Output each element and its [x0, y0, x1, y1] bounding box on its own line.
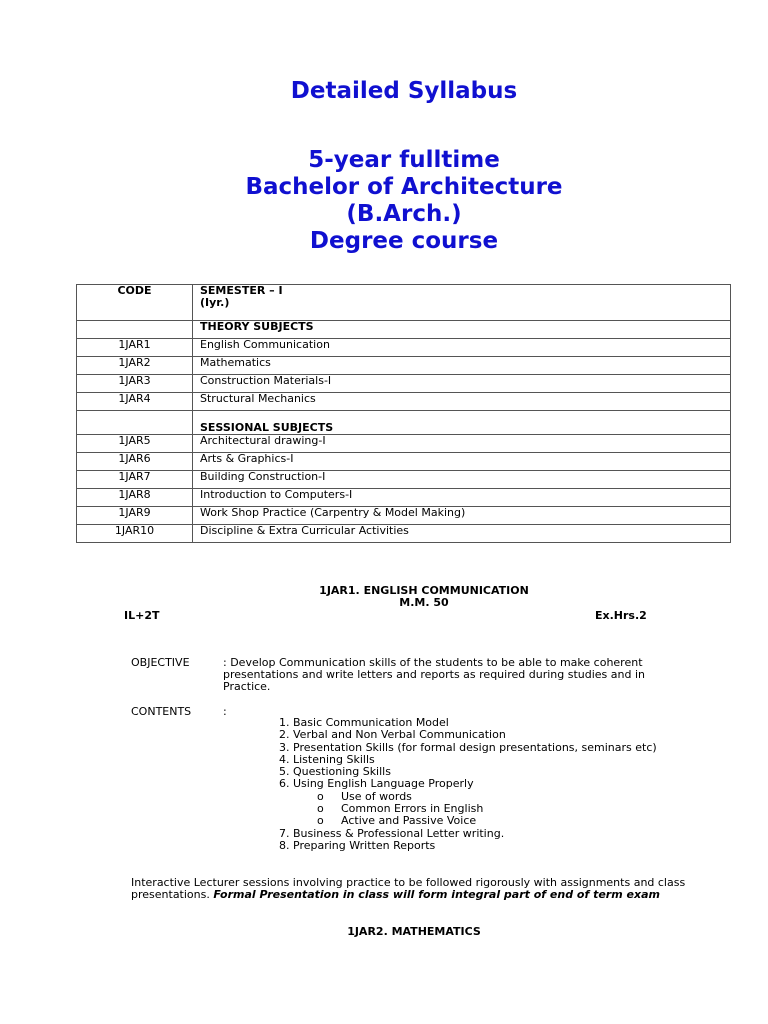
- contents-list: [273, 717, 657, 852]
- table-row: [77, 525, 731, 543]
- syllabus-table: [76, 284, 731, 543]
- lecture-load: IL+2T: [124, 609, 160, 622]
- list-item: 5. Questioning Skills: [293, 766, 657, 778]
- sessional-heading-row: [77, 411, 731, 435]
- list-item: [293, 778, 657, 827]
- contents-label: CONTENTS: [131, 705, 192, 718]
- sub-list: [293, 791, 657, 828]
- list-item: 1. Basic Communication Model: [293, 717, 657, 729]
- course-heading-2: 1JAR2. MATHEMATICS: [347, 925, 481, 938]
- subject-code: 1JAR9: [77, 507, 193, 525]
- subject-code: 1JAR1: [77, 339, 193, 357]
- table-row: [77, 393, 731, 411]
- list-item: 8. Preparing Written Reports: [293, 840, 657, 852]
- table-row: [77, 453, 731, 471]
- table-row: [77, 339, 731, 357]
- table-row: [77, 375, 731, 393]
- subject-name: Arts & Graphics-I: [193, 453, 731, 471]
- semester-header: [193, 285, 731, 321]
- table-row: [77, 357, 731, 375]
- list-item: 4. Listening Skills: [293, 754, 657, 766]
- code-header: CODE: [77, 285, 193, 321]
- subject-code: 1JAR8: [77, 489, 193, 507]
- max-marks: M.M. 50: [399, 596, 449, 609]
- subject-name: Introduction to Computers-I: [193, 489, 731, 507]
- objective-text: : Develop Communication skills of the students to be able to make coherent presentations and write letters and reports as required during studies and in Practice.: [223, 656, 645, 693]
- document-title: Detailed Syllabus: [290, 78, 518, 104]
- sessional-heading: SESSIONAL SUBJECTS: [193, 411, 731, 435]
- objective-label: OBJECTIVE: [131, 656, 190, 669]
- theory-heading-row: [77, 321, 731, 339]
- table-row: [77, 435, 731, 453]
- list-item: 2. Verbal and Non Verbal Communication: [293, 729, 657, 741]
- table-row: [77, 507, 731, 525]
- subtitle-line-1: 5-year fulltime: [308, 147, 500, 173]
- table-row: [77, 471, 731, 489]
- subject-code: 1JAR10: [77, 525, 193, 543]
- sub-list-item: o Active and Passive Voice: [317, 815, 657, 827]
- list-item-text: Using English Language Properly: [293, 777, 474, 791]
- exam-hours: Ex.Hrs.2: [595, 609, 647, 622]
- subject-name: Architectural drawing-I: [193, 435, 731, 453]
- subtitle-line-2: Bachelor of Architecture: [245, 174, 563, 200]
- subject-name: Structural Mechanics: [193, 393, 731, 411]
- teaching-note: [131, 877, 701, 901]
- theory-heading: THEORY SUBJECTS: [193, 321, 731, 339]
- table-header-row: [77, 285, 731, 321]
- subject-name: Mathematics: [193, 357, 731, 375]
- teaching-note-emphasis: Formal Presentation in class will form integral part of end of term exam: [213, 888, 660, 901]
- teaching-note-text: Interactive Lecturer sessions involving practice to be followed rigorously with assignments and class presentations.: [131, 876, 686, 901]
- subject-name: Construction Materials-I: [193, 375, 731, 393]
- semester-label: SEMESTER – I: [200, 284, 283, 297]
- subtitle-line-3: (B.Arch.): [346, 201, 462, 227]
- subject-code: 1JAR4: [77, 393, 193, 411]
- list-item: 3. Presentation Skills (for formal design presentations, seminars etc): [293, 742, 657, 754]
- subject-code: 1JAR3: [77, 375, 193, 393]
- subject-code: 1JAR5: [77, 435, 193, 453]
- list-item: 7. Business & Professional Letter writing.: [293, 828, 657, 840]
- empty-cell: [77, 411, 193, 435]
- subject-name: Discipline & Extra Curricular Activities: [193, 525, 731, 543]
- subject-name: Building Construction-I: [193, 471, 731, 489]
- table-row: [77, 489, 731, 507]
- subject-name: Work Shop Practice (Carpentry & Model Making): [193, 507, 731, 525]
- course-heading: 1JAR1. ENGLISH COMMUNICATION: [319, 584, 529, 597]
- subject-code: 1JAR2: [77, 357, 193, 375]
- sub-list-item: o Common Errors in English: [317, 803, 657, 815]
- sub-list-item: o Use of words: [317, 791, 657, 803]
- year-label: (Iyr.): [200, 296, 230, 309]
- subject-code: 1JAR7: [77, 471, 193, 489]
- subtitle-line-4: Degree course: [309, 228, 499, 254]
- empty-cell: [77, 321, 193, 339]
- contents-colon: :: [223, 705, 227, 718]
- subject-code: 1JAR6: [77, 453, 193, 471]
- subject-name: English Communication: [193, 339, 731, 357]
